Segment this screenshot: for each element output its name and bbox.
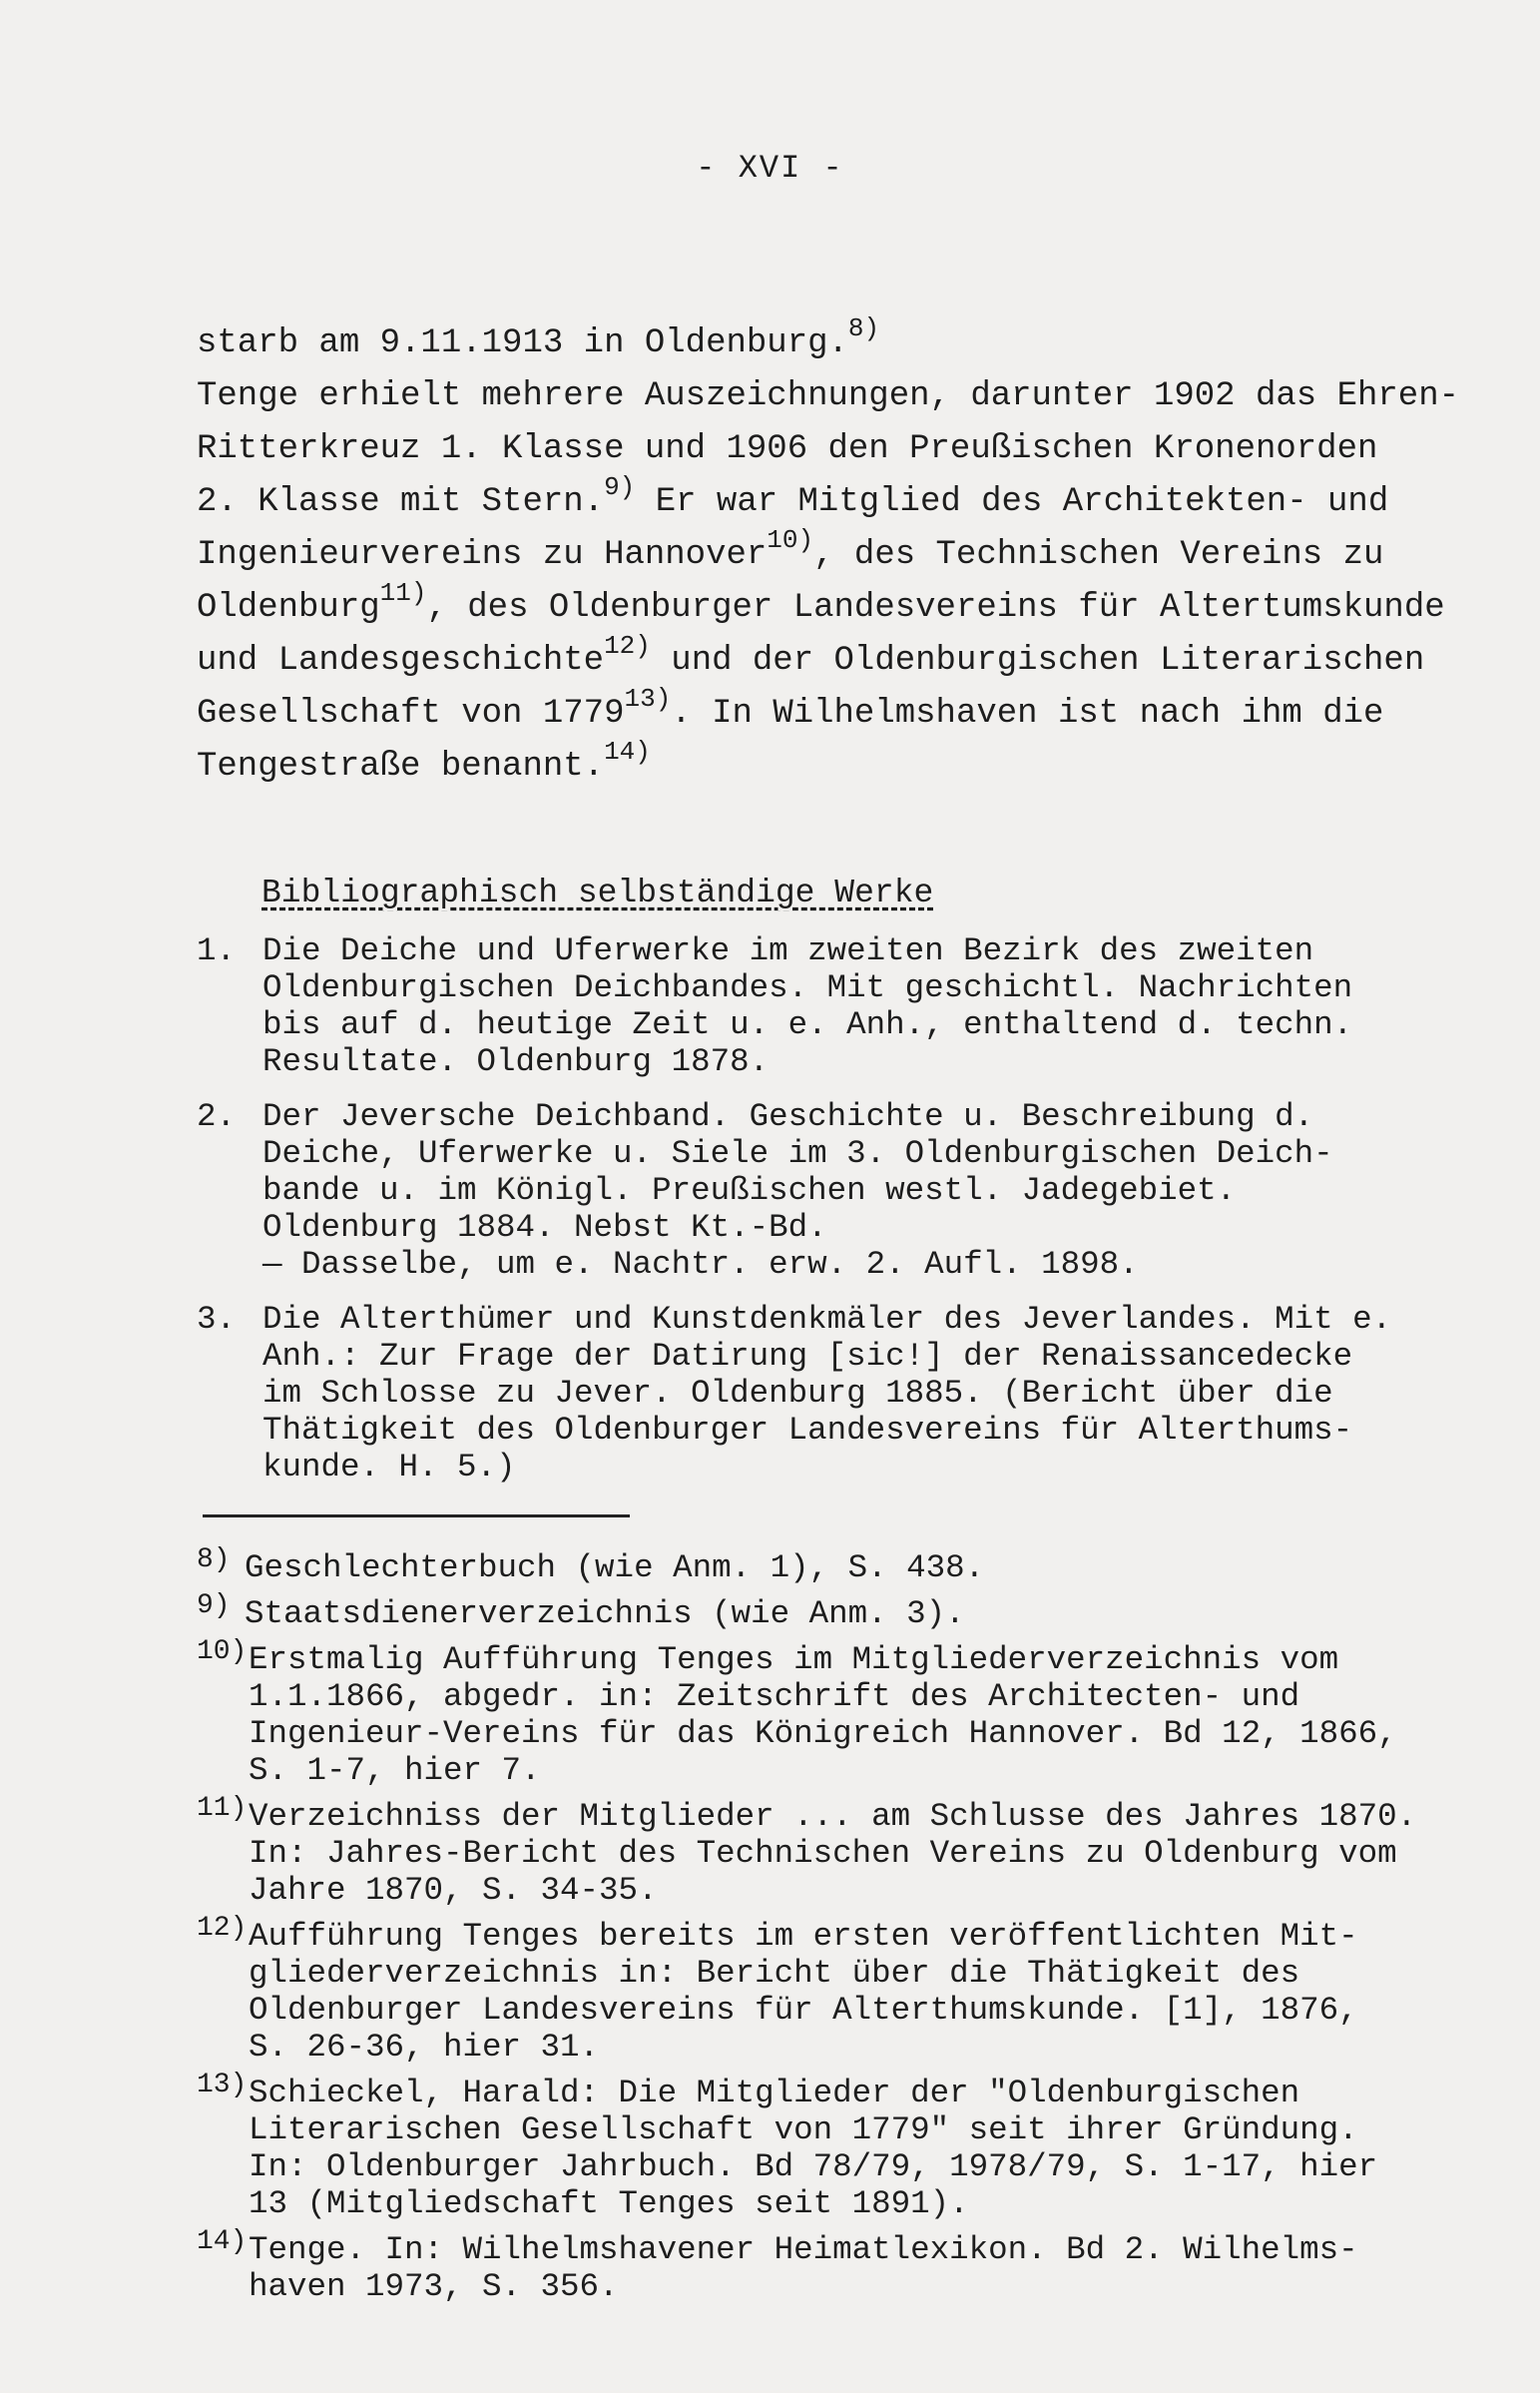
page-number: - XVI - bbox=[696, 150, 844, 187]
footnote-ref: 8) bbox=[847, 313, 880, 343]
work-number: 2. bbox=[197, 1098, 237, 1135]
paragraph-line: Ritterkreuz 1. Klasse und 1906 den Preußischen Kronenorden bbox=[197, 430, 1378, 468]
section-title: Bibliographisch selbständige Werke bbox=[261, 875, 934, 911]
paragraph-line: starb am 9.11.1913 in Oldenburg.$^{8)}$ bbox=[197, 313, 880, 362]
work-item: 3. Die Alterthümer und Kunstdenkmäler des Jeverlandes. Mit e. Anh.: Zur Frage der Datirung [sic!] der Renaissancedecke im Schlosse zu Jever. Oldenburg 1885. (Bericht über die Thätigkeit des Oldenburger Landesvereins für Alterthums- kunde. H. 5.) bbox=[197, 1301, 1392, 1486]
footnote-ref: 10) bbox=[767, 525, 814, 555]
works-list bbox=[197, 932, 1534, 1503]
footnotes bbox=[197, 1544, 1534, 2314]
paragraph-line: Ingenieurvereins zu Hannover$^{10)}$, des Technischen Vereins zu bbox=[197, 525, 1384, 574]
footnote-mark: 12) bbox=[197, 1913, 248, 1944]
work-item: 1. Die Deiche und Uferwerke im zweiten Bezirk des zweiten Oldenburgischen Deichbandes. Mit geschichtl. Nachrichten bis auf d. heutige Zeit u. e. Anh., enthaltend d. techn. Resultate. Oldenburg 1878. bbox=[197, 932, 1353, 1080]
paragraph-line: und Landesgeschichte$^{12)}$ und der Oldenburgischen Literarischen bbox=[197, 631, 1425, 680]
paragraph-line: Gesellschaft von 1779$^{13)}$. In Wilhelmshaven ist nach ihm die bbox=[197, 684, 1384, 733]
paragraph-line: Tengestraße benannt.$^{14)}$ bbox=[197, 737, 651, 786]
footnote-divider bbox=[203, 1514, 630, 1517]
footnote-mark: 13) bbox=[197, 2070, 248, 2100]
footnote-ref: 12) bbox=[604, 631, 651, 661]
footnote-ref: 13) bbox=[624, 684, 672, 714]
footnote-mark: 10) bbox=[197, 1636, 248, 1667]
footnote: 9) Staatsdienerverzeichnis (wie Anm. 3). bbox=[197, 1595, 1534, 1632]
paragraph-line: Oldenburg$^{11)}$, des Oldenburger Landesvereins für Altertumskunde bbox=[197, 578, 1445, 627]
footnote: 11) Verzeichniss der Mitglieder ... am Schlusse des Jahres 1870. In: Jahres-Bericht des Technischen Vereins zu Oldenburg vom Jahre 1870, S. 34-35. bbox=[197, 1798, 1534, 1909]
work-number: 3. bbox=[197, 1301, 237, 1338]
footnote-mark: 8) bbox=[197, 1544, 231, 1575]
paragraph-line: 2. Klasse mit Stern.$^{9)}$ Er war Mitglied des Architekten- und bbox=[197, 472, 1389, 521]
work-number: 1. bbox=[197, 932, 237, 969]
footnote-mark: 11) bbox=[197, 1793, 248, 1824]
footnote-ref: 9) bbox=[604, 472, 636, 502]
footnote: 12) Aufführung Tenges bereits im ersten veröffentlichten Mit- gliederverzeichnis in: Bericht über die Thätigkeit des Oldenburger Landesvereins für Alterthumskunde. [1], 1876, S. 26-36, hier 31. bbox=[197, 1918, 1534, 2066]
footnote: 14) Tenge. In: Wilhelmshavener Heimatlexikon. Bd 2. Wilhelms- haven 1973, S. 356. bbox=[197, 2231, 1534, 2305]
footnote: 8) Geschlechterbuch (wie Anm. 1), S. 438. bbox=[197, 1549, 1534, 1586]
footnote-mark: 9) bbox=[197, 1590, 231, 1621]
biography-paragraph bbox=[197, 313, 1534, 794]
footnote-mark: 14) bbox=[197, 2226, 248, 2257]
paragraph-line: Tenge erhielt mehrere Auszeichnungen, darunter 1902 das Ehren- bbox=[197, 377, 1460, 415]
footnote-ref: 14) bbox=[604, 737, 651, 767]
footnote: 13) Schieckel, Harald: Die Mitglieder der "Oldenburgischen Literarischen Gesellschaft von 1779" seit ihrer Gründung. In: Oldenburger Jahrbuch. Bd 78/79, 1978/79, S. 1-17, hier 13 (Mitgliedschaft Tenges seit 1891). bbox=[197, 2075, 1534, 2222]
footnote-ref: 11) bbox=[379, 578, 427, 608]
footnote: 10) Erstmalig Aufführung Tenges im Mitgliederverzeichnis vom 1.1.1866, abgedr. in: Zeitschrift des Architecten- und Ingenieur-Vereins für das Königreich Hannover. Bd 12, 1866, S. 1-7, hier 7. bbox=[197, 1641, 1534, 1789]
work-item: 2. Der Jeversche Deichband. Geschichte u. Beschreibung d. Deiche, Uferwerke u. Siele im 3. Oldenburgischen Deich- bande u. im Königl. Preußischen westl. Jadegebiet. Oldenburg 1884. Nebst Kt.-Bd. — Dasselbe, um e. Nachtr. erw. 2. Aufl. 1898. bbox=[197, 1098, 1333, 1283]
